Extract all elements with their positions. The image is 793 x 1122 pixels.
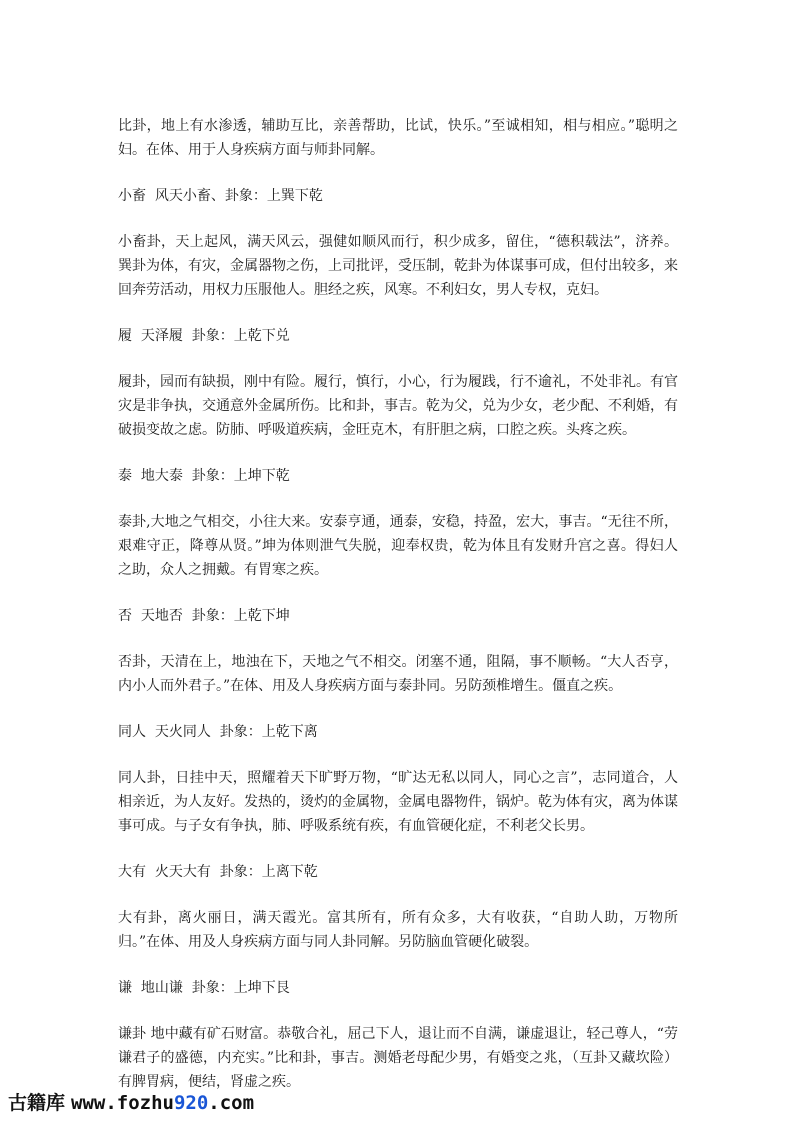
footer-url-prefix: www.fozhu (71, 1092, 174, 1114)
section-4-text: 否卦，天清在上，地浊在下，天地之气不相交。闭塞不通，阻隔，事不顺畅。“大人否亨，内小人而外君子。”在体、用及人身疾病方面与泰卦同。另防颈椎增生。僵直之疾。 (118, 654, 678, 694)
section-5-text: 同人卦，日挂中天，照耀着天下旷野万物，“旷达无私以同人，同心之言”，志同道合，人相亲近，为人友好。发热的，烫灼的金属物，金属电器物件，锅炉。乾为体有灾，离为体谋事可成。与子女有争执，肺、呼吸系统有疾，有血管硬化症，不利老父长男。 (118, 770, 678, 834)
section-7-text: 谦卦 地中藏有矿石财富。恭敬合礼，屈己下人，退让而不自满，谦虚退让，轻己尊人，“劳谦君子的盛德，内充实。”比和卦，事吉。测婚老母配少男，有婚变之兆，（互卦又藏坎险）有脾胃病，便结，肾虚之疾。 (118, 1026, 678, 1090)
section-3-heading: 泰 地大泰 卦象：上坤下乾 (118, 468, 290, 484)
section-7-heading: 谦 地山谦 卦象：上坤下艮 (118, 980, 290, 996)
footer-url-suffix: .com (208, 1092, 255, 1114)
section-4-heading: 否 天地否 卦象：上乾下坤 (118, 608, 290, 624)
section-0-text: 比卦，地上有水渗透，辅助互比，亲善帮助，比试，快乐。”至诚相知，相与相应。”聪明之妇。在体、用于人身疾病方面与师卦同解。 (118, 118, 678, 158)
section-1-heading: 小畜 风天小畜、卦象：上巽下乾 (118, 188, 323, 204)
section-1-text: 小畜卦，天上起风，满天风云，强健如顺风而行，积少成多，留住，“德积载法”，济养。巽卦为体，有灾，金属器物之伤，上司批评，受压制，乾卦为体谋事可成，但付出较多，来回奔劳活动，用权力压服他人。胆经之疾，风寒。不利妇女，男人专权，克妇。 (118, 234, 678, 298)
footer-url-number: 920 (173, 1092, 209, 1114)
section-5-heading: 同人 天火同人 卦象：上乾下离 (118, 724, 318, 740)
section-6-text: 大有卦，离火丽日，满天霞光。富其所有，所有众多，大有收获，“自助人助，万物所归。”在体、用及人身疾病方面与同人卦同解。另防脑血管硬化破裂。 (118, 910, 678, 950)
footer-brand: 古籍库 (8, 1092, 66, 1114)
section-3-text: 泰卦,大地之气相交，小往大来。安泰亨通，通泰，安稳，持盈，宏大，事吉。“无往不所，艰难守正，降尊从贤。”坤为体则泄气失脱，迎奉权贵，乾为体且有发财升宫之喜。得妇人之助，众人之拥戴。有胃寒之疾。 (118, 514, 678, 578)
section-2-heading: 履 天泽履 卦象：上乾下兑 (118, 328, 290, 344)
document-body (118, 114, 678, 1116)
section-6-heading: 大有 火天大有 卦象：上离下乾 (118, 864, 318, 880)
footer-watermark (8, 1088, 254, 1115)
section-2-text: 履卦，园而有缺损，刚中有险。履行，慎行，小心，行为履践，行不逾礼，不处非礼。有官灾是非争执，交通意外金属所伤。比和卦，事吉。乾为父，兑为少女，老少配、不利婚，有破损变故之虑。防肺、呼吸道疾病，金旺克木，有肝胆之病，口腔之疾。头疼之疾。 (118, 374, 678, 438)
